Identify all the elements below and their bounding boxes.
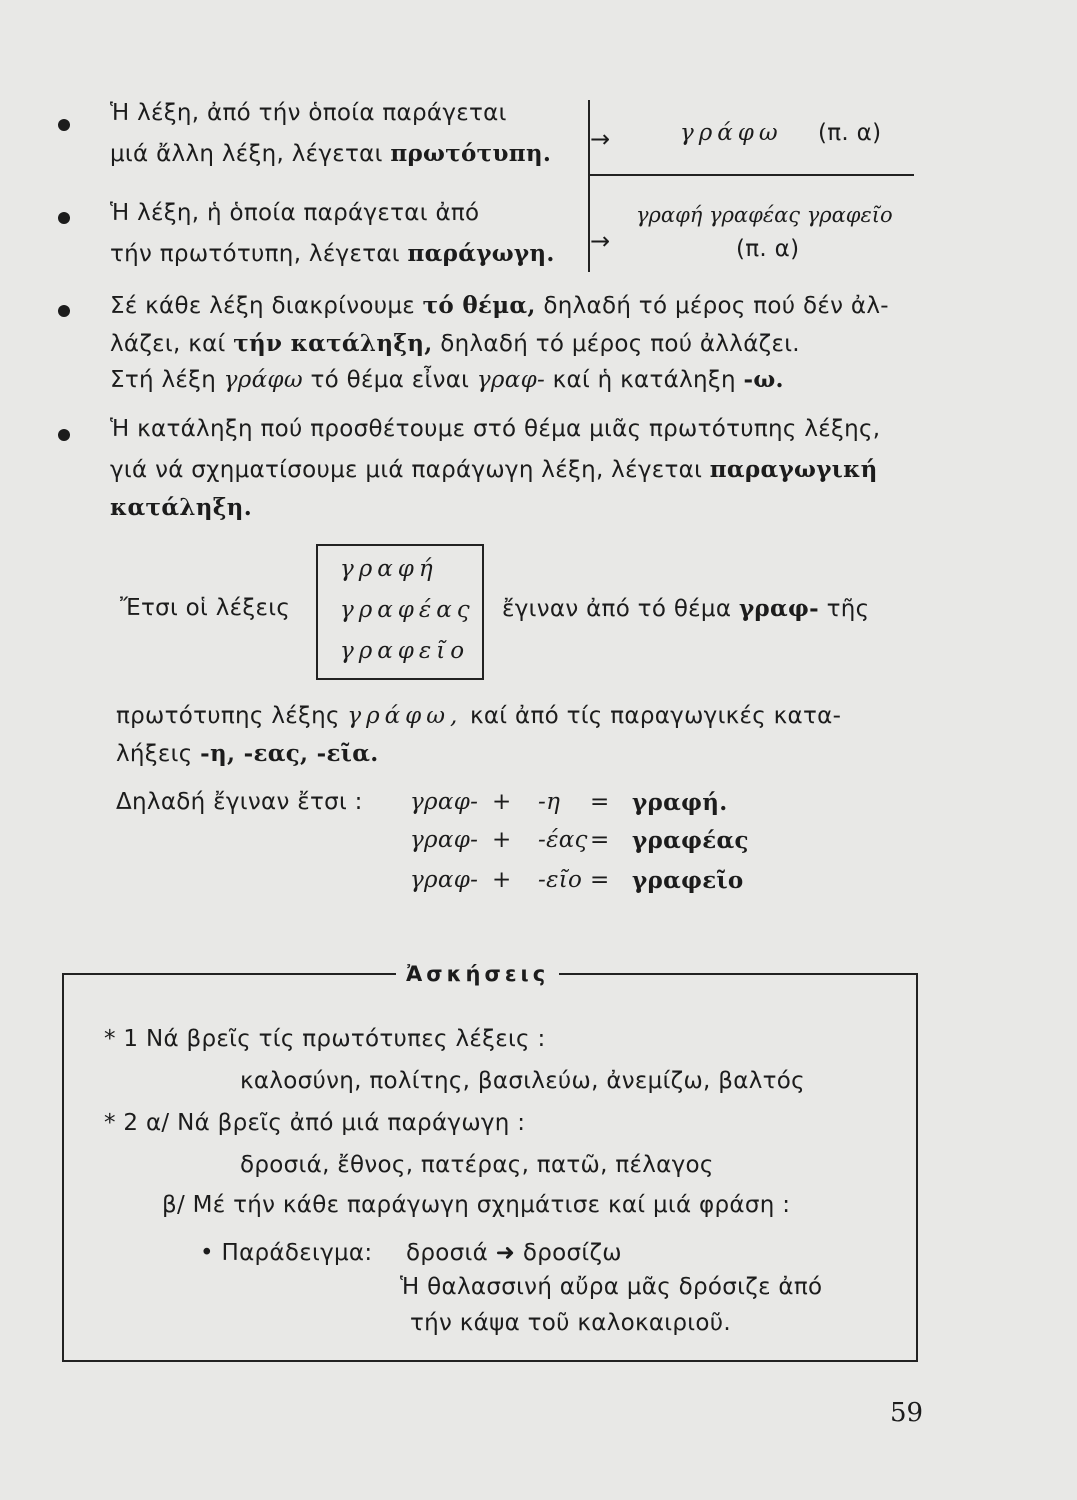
sample-label: • Παράδειγμα: bbox=[200, 1240, 373, 1266]
formula-equals: = bbox=[590, 789, 610, 815]
arrow-right-icon: → bbox=[590, 227, 611, 255]
formula-suffix: -έας bbox=[538, 827, 588, 853]
formula-stem: γραφ- bbox=[410, 827, 479, 853]
derivative-example-words: γραφή γραφέας γραφεῖο bbox=[636, 203, 893, 227]
sample-sentence-line1: Ἡ θαλασσινή αὔρα μᾶς δρόσιζε ἀπό bbox=[400, 1274, 823, 1300]
suffix-definition-line1: Ἡ κατάληξη πού προσθέτουμε στό θέμα μιᾶς πρωτότυπης λέξης, bbox=[110, 416, 881, 442]
derivative-definition-line1: Ἡ λέξη, ἡ ὁποία παράγεται ἀπό bbox=[110, 200, 480, 226]
derivative-example-ref: (π. α) bbox=[736, 236, 800, 262]
boxed-word: γραφέας bbox=[340, 597, 475, 623]
example-lead: Ἔτσι οἱ λέξεις bbox=[120, 595, 291, 621]
bullet-icon bbox=[58, 305, 70, 317]
prototype-definition-line1: Ἡ λέξη, ἀπό τήν ὁποία παράγεται bbox=[110, 100, 507, 126]
formula-stem: γραφ- bbox=[410, 789, 479, 815]
page-number: 59 bbox=[890, 1398, 924, 1428]
sample-word-pair: δροσιά ➜ δροσίζω bbox=[406, 1240, 622, 1266]
formula-result: γραφεῖο bbox=[632, 867, 744, 894]
exercise-2a-label: * 2 α/ Νά βρεῖς ἀπό μιά παράγωγη : bbox=[104, 1110, 526, 1136]
derivative-definition-line2: τήν πρωτότυπη, λέγεται παράγωγη. bbox=[110, 240, 555, 267]
diagram-divider-horizontal bbox=[588, 174, 914, 176]
example-after-box: ἔγιναν ἀπό τό θέμα γραφ- τῆς bbox=[502, 595, 870, 622]
bullet-icon bbox=[58, 212, 70, 224]
sample-sentence-line2: τήν κάψα τοῦ καλοκαιριοῦ. bbox=[410, 1310, 731, 1336]
arrow-right-icon: → bbox=[590, 125, 611, 153]
formula-suffix: -η bbox=[538, 789, 561, 815]
formula-result: γραφέας bbox=[632, 827, 749, 854]
example-line3: λήξεις -η, -εας, -εῖα. bbox=[116, 740, 379, 767]
prototype-example-word: γράφω bbox=[680, 120, 783, 146]
prototype-definition-line2: μιά ἄλλη λέξη, λέγεται πρωτότυπη. bbox=[110, 140, 552, 167]
formula-lead: Δηλαδή ἔγιναν ἔτσι : bbox=[116, 789, 363, 815]
exercise-2b-label: β/ Μέ τήν κάθε παράγωγη σχημάτισε καί μιά φράση : bbox=[162, 1192, 791, 1218]
prototype-example-ref: (π. α) bbox=[818, 120, 882, 146]
suffix-definition-line2: γιά νά σχηματίσουμε μιά παράγωγη λέξη, λέγεται παραγωγική bbox=[110, 456, 878, 483]
formula-stem: γραφ- bbox=[410, 867, 479, 893]
exercise-1-words: καλοσύνη, πολίτης, βασιλεύω, ἀνεμίζω, βαλτός bbox=[240, 1068, 805, 1094]
boxed-word: γραφή bbox=[340, 556, 438, 582]
formula-plus: + bbox=[492, 867, 512, 893]
stem-definition-line2: λάζει, καί τήν κατάληξη, δηλαδή τό μέρος πού ἀλλάζει. bbox=[110, 330, 800, 357]
boxed-word: γραφεῖο bbox=[340, 638, 470, 664]
stem-definition-line1: Σέ κάθε λέξη διακρίνουμε τό θέμα, δηλαδή τό μέρος πού δέν ἀλ- bbox=[110, 292, 889, 319]
formula-result: γραφή. bbox=[632, 789, 728, 816]
formula-equals: = bbox=[590, 867, 610, 893]
bullet-icon bbox=[58, 429, 70, 441]
exercise-1-label: * 1 Νά βρεῖς τίς πρωτότυπες λέξεις : bbox=[104, 1026, 546, 1052]
example-line2: πρωτότυπης λέξης γράφω, καί ἀπό τίς παραγωγικές κατα- bbox=[116, 703, 842, 729]
formula-plus: + bbox=[492, 789, 512, 815]
formula-equals: = bbox=[590, 827, 610, 853]
stem-definition-line3: Στή λέξη γράφω τό θέμα εἶναι γραφ- καί ἡ κατάληξη -ω. bbox=[110, 366, 784, 393]
formula-suffix: -εῖο bbox=[538, 867, 583, 893]
formula-plus: + bbox=[492, 827, 512, 853]
bullet-icon bbox=[58, 119, 70, 131]
suffix-definition-line3: κατάληξη. bbox=[110, 494, 253, 521]
exercise-2a-words: δροσιά, ἔθνος, πατέρας, πατῶ, πέλαγος bbox=[240, 1152, 714, 1178]
exercises-title: Ἀσκήσεις bbox=[396, 962, 559, 986]
